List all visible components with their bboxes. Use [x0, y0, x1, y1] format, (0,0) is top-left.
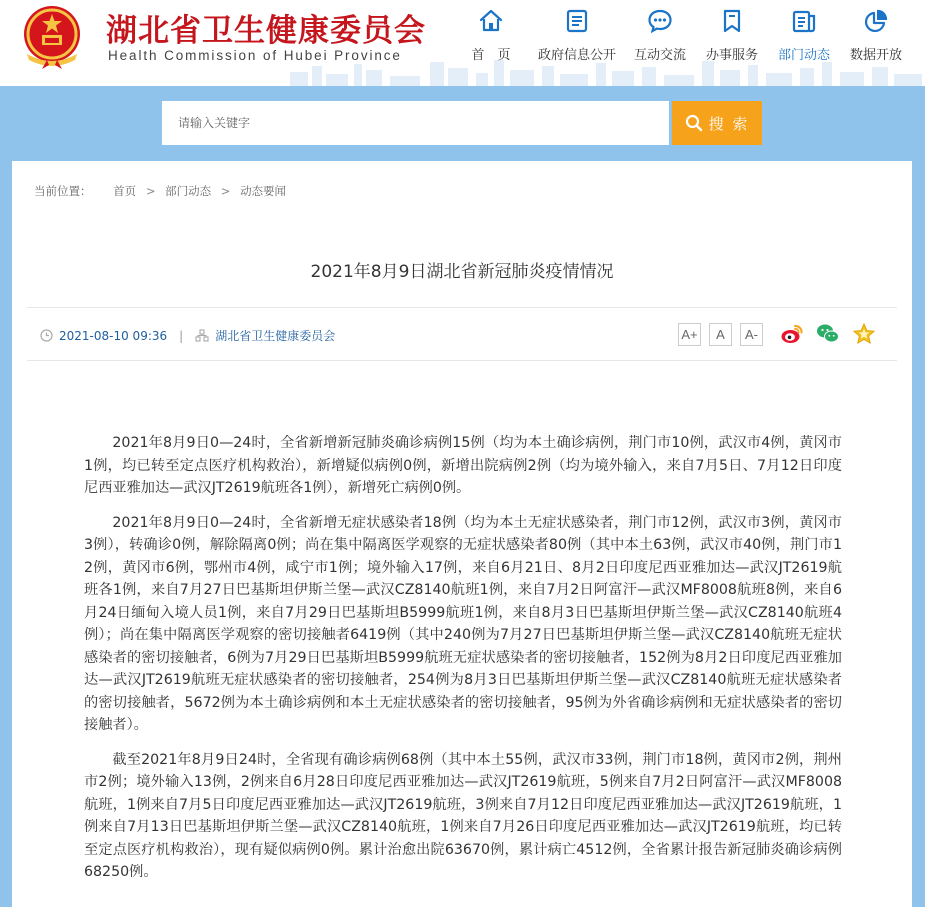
article-paragraph: 2021年8月9日0—24时，全省新增无症状感染者18例（均为本土无症状感染者，荆门市12例，武汉市3例，黄冈市3例），转确诊0例，解除隔离0例；尚在集中隔离医学观察的无症状感染者80例（其中本土63例，武汉市40例，荆门市12例，黄冈市6例，鄂州市4例，咸宁市1例；境外输入17例，来自6月21日、8月2日印度尼西亚雅加达—武汉JT2619航班各1例，来自7月27日巴基斯坦伊斯兰堡—武汉CZ8140航班1例，来自7月2日阿富汗—武汉MF8008航班8例，来自6月24日缅甸入境人员1例，来自7月29日巴基斯坦B5999航班1例，来自8月3日巴基斯坦伊斯兰堡—武汉CZ8140航班4例）；尚在集中隔离医学观察的密切接触者6419例（其中240例为7月27日巴基斯坦伊斯兰堡—武汉CZ8140航班无症状感染者的密切接触者，6例为7月29日巴基斯坦B5999航班无症状感染者的密切接触者，152例为8月2日印度尼西亚雅加达—武汉JT2619航班无症状感染者的密切接触者，254例为8月3日巴基斯坦伊斯兰堡—武汉CZ8140航班无症状感染者的密切接触者，5672例为本土确诊病例和本土无症状感染者的密切接触者，95例为外省确诊病例和无症状感染者的密切接触者）。 [84, 514, 842, 733]
nav-home-label: 首 页 [471, 48, 511, 63]
nav-open-data[interactable] [836, 8, 916, 63]
article-body [84, 432, 842, 896]
article-title: 2021年8月9日湖北省新冠肺炎疫情情况 [310, 262, 614, 282]
national-emblem-logo [17, 2, 87, 70]
breadcrumb-separator: > [220, 184, 231, 198]
nav-services[interactable] [692, 8, 772, 63]
share-buttons [780, 322, 876, 346]
news-icon [791, 8, 817, 34]
favorite-star-icon[interactable] [852, 322, 876, 346]
site-header [0, 0, 925, 86]
content-panel [12, 161, 912, 907]
wechat-icon[interactable] [816, 322, 840, 346]
search-icon [685, 114, 703, 132]
article-meta [40, 327, 335, 344]
article-source: 湖北省卫生健康委员会 [215, 329, 336, 343]
font-size-normal-button[interactable]: A [709, 323, 732, 346]
article-paragraph: 截至2021年8月9日24时，全省现有确诊病例68例（其中本土55例，武汉市33例，荆门市18例，黄冈市2例，荆州市2例；境外输入13例，2例来自6月28日印度尼西亚雅加达—武汉JT2619航班，5例来自7月2日阿富汗—武汉MF8008航班，1例来自7月5日印度尼西亚雅加达—武汉JT2619航班，3例来自7月12日印度尼西亚雅加达—武汉JT2619航班，1例来自7月13日巴基斯坦伊斯兰堡—武汉CZ8140航班，1例来自7月26日印度尼西亚雅加达—武汉JT2619航班，均已转至定点医疗机构救治），现有疑似病例0例。累计治愈出院63670例，累计病亡4512例，全省累计报告新冠肺炎确诊病例68250例。 [84, 751, 842, 880]
title-divider [27, 307, 897, 308]
document-icon [564, 8, 590, 34]
site-title: 湖北省卫生健康委员会 [106, 13, 426, 49]
search-input[interactable] [162, 101, 669, 145]
nav-services-label: 办事服务 [705, 48, 758, 63]
weibo-icon[interactable] [780, 322, 804, 346]
organization-icon [195, 329, 209, 342]
breadcrumb [34, 183, 286, 199]
breadcrumb-dept-news-link[interactable]: 部门动态 [165, 184, 212, 198]
home-icon [478, 8, 504, 34]
nav-open-data-label: 数据开放 [849, 48, 902, 63]
clock-icon [40, 329, 53, 342]
breadcrumb-prefix: 当前位置： [34, 184, 92, 198]
nav-interaction-label: 互动交流 [633, 48, 686, 63]
search-button-label: 搜 索 [708, 114, 750, 133]
nav-dept-news[interactable] [764, 8, 844, 63]
pie-chart-icon [863, 8, 889, 34]
nav-gov-info[interactable] [537, 8, 617, 63]
breadcrumb-news-link[interactable]: 动态要闻 [240, 184, 287, 198]
nav-home[interactable] [451, 8, 531, 63]
font-size-increase-button[interactable]: A+ [678, 323, 701, 346]
nav-interaction[interactable] [620, 8, 700, 63]
search-button[interactable] [672, 101, 762, 145]
chat-icon [647, 8, 673, 34]
breadcrumb-separator: > [145, 184, 156, 198]
publish-date: 2021-08-10 09:36 [59, 328, 168, 343]
breadcrumb-home-link[interactable]: 首页 [113, 184, 137, 198]
meta-divider [27, 360, 897, 361]
bookmark-icon [719, 8, 745, 34]
font-size-controls [678, 323, 763, 346]
nav-gov-info-label: 政府信息公开 [537, 48, 616, 63]
article-paragraph: 2021年8月9日0—24时，全省新增新冠肺炎确诊病例15例（均为本土确诊病例，荆门市10例，武汉市4例，黄冈市1例，均已转至定点医疗机构救治），新增疑似病例0例，新增出院病例2例（均为境外输入，来自7月5日、7月12日印度尼西亚雅加达—武汉JT2619航班各1例），新增死亡病例0例。 [84, 435, 842, 496]
meta-separator: | [179, 328, 184, 343]
site-subtitle: Health Commission of Hubei Province [108, 48, 402, 63]
nav-dept-news-label: 部门动态 [777, 48, 830, 63]
font-size-decrease-button[interactable]: A- [740, 323, 763, 346]
